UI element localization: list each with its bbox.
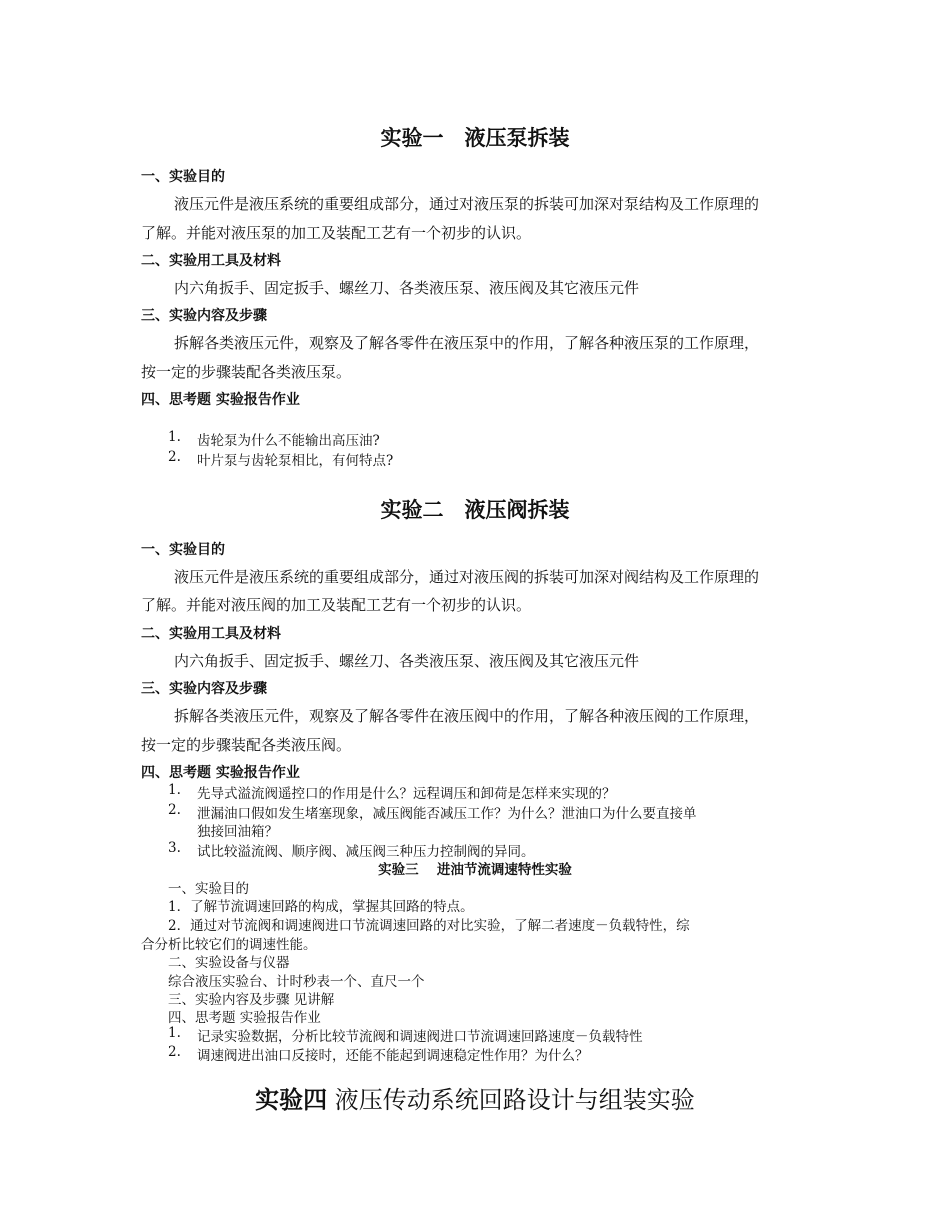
exp3-item2-line2: 合分析比较它们的调速性能。 xyxy=(141,937,317,953)
exp2-section4-heading: 四、思考题 实验报告作业 xyxy=(141,765,300,781)
exp3-section2-heading: 二、实验设备与仪器 xyxy=(168,955,290,971)
exp3-title: 实验三 进油节流调速特性实验 xyxy=(378,862,572,878)
exp3-section1-heading: 一、实验目的 xyxy=(168,881,249,897)
exp2-question1: 先导式溢流阀遥控口的作用是什么？远程调压和卸荷是怎样来实现的？ xyxy=(197,786,616,802)
exp1-section3-line2: 按一定的步骤装配各类液压泵。 xyxy=(141,363,352,381)
exp3-item2-line1: 2．通过对节流阀和调速阀进口节流调速回路的对比实验，了解二者速度－负载特性，综 xyxy=(168,918,690,934)
exp1-section3-heading: 三、实验内容及步骤 xyxy=(141,308,267,324)
exp1-section1-line2: 了解。并能对液压泵的加工及装配工艺有一个初步的认识。 xyxy=(141,224,532,242)
exp1-section2-line1: 内六角扳手、固定扳手、螺丝刀、各类液压泵、液压阀及其它液压元件 xyxy=(174,279,640,297)
exp3-item1: 1．了解节流调速回路的构成，掌握其回路的特点。 xyxy=(168,899,474,915)
exp1-section4-heading: 四、思考题 实验报告作业 xyxy=(141,392,300,408)
exp2-section1-line2: 了解。并能对液压阀的加工及装配工艺有一个初步的认识。 xyxy=(141,596,532,614)
list-number: 3. xyxy=(168,840,181,856)
exp2-section3-line1: 拆解各类液压元件，观察及了解各零件在液压阀中的作用，了解各种液压阀的工作原理， xyxy=(174,707,760,725)
exp1-section3-line1: 拆解各类液压元件，观察及了解各零件在液压泵中的作用，了解各种液压泵的工作原理， xyxy=(174,334,760,352)
list-number: 2. xyxy=(168,802,181,818)
exp2-section3-heading: 三、实验内容及步骤 xyxy=(141,681,267,697)
list-number: 1. xyxy=(168,782,181,798)
exp4-title-bold: 实验四 xyxy=(255,1086,328,1114)
exp3-section3-heading: 三、实验内容及步骤 见讲解 xyxy=(168,992,335,1008)
exp3-question1: 记录实验数据，分析比较节流阀和调速阀进口节流调速回路速度－负载特性 xyxy=(197,1029,643,1045)
exp1-section1-line1: 液压元件是液压系统的重要组成部分，通过对液压泵的拆装可加深对泵结构及工作原理的 xyxy=(174,195,760,213)
exp1-title: 实验一 液压泵拆装 xyxy=(380,126,570,150)
exp1-question1: 齿轮泵为什么不能输出高压油? xyxy=(197,433,380,449)
exp2-section2-heading: 二、实验用工具及材料 xyxy=(141,626,281,642)
list-number: 2. xyxy=(168,1044,181,1060)
exp3-section4-heading: 四、思考题 实验报告作业 xyxy=(168,1010,321,1026)
exp2-section1-line1: 液压元件是液压系统的重要组成部分，通过对液压阀的拆装可加深对阀结构及工作原理的 xyxy=(174,568,760,586)
exp2-title: 实验二 液压阀拆装 xyxy=(380,498,570,522)
exp1-section2-heading: 二、实验用工具及材料 xyxy=(141,253,281,269)
exp2-question2-line2: 独接回油箱？ xyxy=(197,824,278,840)
list-number: 1. xyxy=(168,429,181,445)
exp1-section1-heading: 一、实验目的 xyxy=(141,169,225,185)
exp3-section2-line1: 综合液压实验台、计时秒表一个、直尺一个 xyxy=(168,974,425,990)
exp2-question3: 试比较溢流阀、顺序阀、减压阀三种压力控制阀的异同。 xyxy=(197,844,535,860)
list-number: 2. xyxy=(168,449,181,465)
list-number: 1. xyxy=(168,1025,181,1041)
exp3-question2: 调速阀进出油口反接时，还能不能起到调速稳定性作用？为什么？ xyxy=(197,1048,589,1064)
exp4-title xyxy=(0,1080,950,1115)
exp2-section1-heading: 一、实验目的 xyxy=(141,542,225,558)
exp2-question2-line1: 泄漏油口假如发生堵塞现象，减压阀能否减压工作？为什么？泄油口为什么要直接单 xyxy=(197,806,697,822)
exp4-title-rest: 液压传动系统回路设计与组装实验 xyxy=(327,1086,695,1114)
exp2-section3-line2: 按一定的步骤装配各类液压阀。 xyxy=(141,736,352,754)
exp2-section2-line1: 内六角扳手、固定扳手、螺丝刀、各类液压泵、液压阀及其它液压元件 xyxy=(174,652,640,670)
exp1-question2: 叶片泵与齿轮泵相比，有何特点? xyxy=(197,453,394,469)
